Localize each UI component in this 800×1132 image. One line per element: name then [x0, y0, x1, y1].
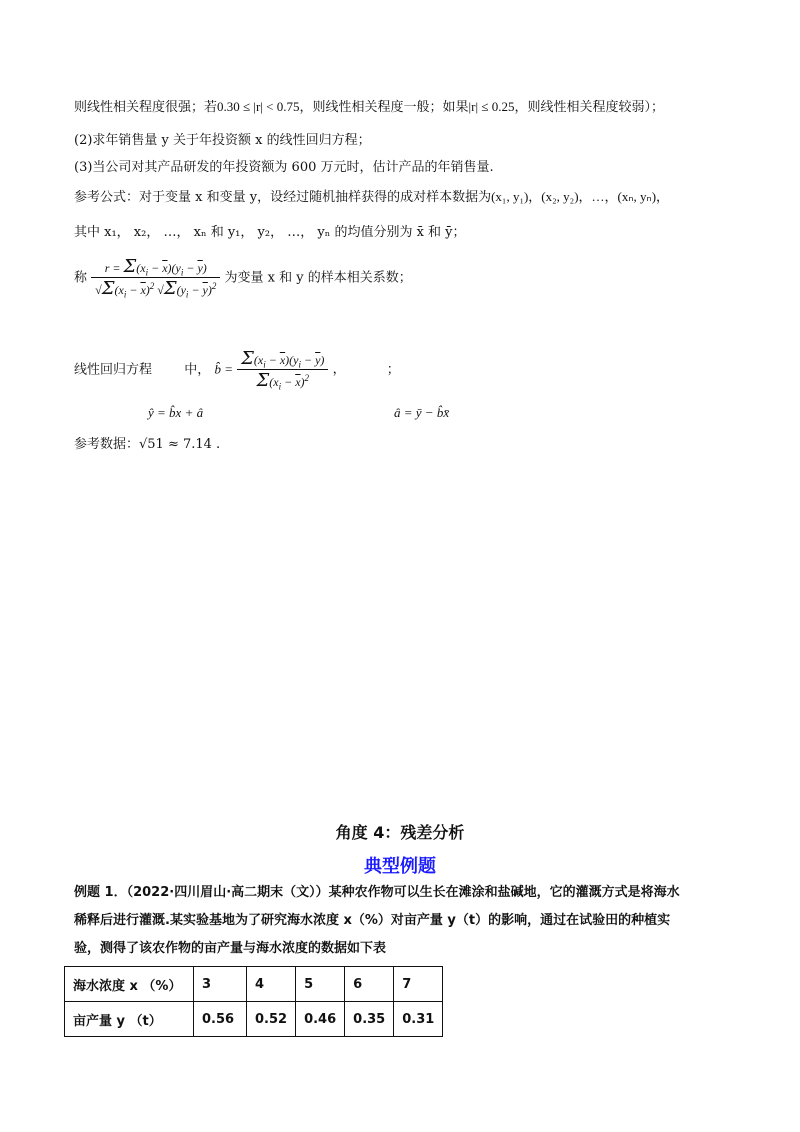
angle-title: 角度 4：残差分析	[335, 823, 465, 842]
text-fragment: ，则线性相关程度较弱）；	[514, 100, 664, 115]
table-cell: 6	[345, 967, 394, 1002]
table-cell: 4	[247, 967, 296, 1002]
reference-formula-line	[74, 188, 669, 207]
r-prefix: 称	[74, 270, 88, 286]
regression-prefix: 线性回归方程	[74, 362, 153, 378]
b-hat-formula: $\frac{\Sigma(x_i - \overline{x})(y_i - \overline{y})}{\Sigma(x_i - \overline{x})^2}$	[237, 348, 328, 392]
typical-examples-title: 典型例题	[364, 856, 436, 877]
inequality-2: |r| ≤ 0.25	[468, 99, 515, 114]
correlation-formula-line	[74, 256, 412, 300]
sample-pairs: (x₁, y₁)，(x₂, y₂)，…，(xₙ, yₙ)，	[491, 189, 670, 204]
text-fragment: 则线性相关程度很强；若	[74, 100, 218, 115]
correlation-formula: $\frac{r = \Sigma(x_i - \overline{x})(y_i - \overline{y})}{√\Sigma(x_i - \overline{x})^2 √\Sigma(y_i - \overline{y})^2}$	[91, 256, 220, 300]
table-row	[65, 967, 443, 1002]
table-cell: 0.52	[247, 1002, 296, 1037]
row-header-yield: 亩产量 y （t）	[65, 1002, 194, 1037]
regression-line: 线性回归方程 中， b̂ = $\frac{\Sigma(x_i - \overline{x})(y_i - \overline{y})}{\Sigma(x_i - \overline{x})^2}$ ， ；	[74, 348, 400, 392]
regression-equation: ŷ = b̂x + â	[148, 405, 204, 420]
row-header-concentration: 海水浓度 x （%）	[65, 967, 194, 1002]
example-line-2: 稀释后进行灌溉.某实验基地为了研究海水浓度 x（%）对亩产量 y（t）的影响，通过在试验田的种植实	[74, 913, 671, 928]
example-line-1: 例题 1．（2022·四川眉山·高二期末（文））某种农作物可以生长在滩涂和盐碱地，它的灌溉方式是将海水	[74, 885, 680, 900]
r-suffix: 为变量 x 和 y 的样本相关系数；	[224, 270, 412, 286]
regression-mid: 中，	[184, 362, 211, 378]
b-hat-label: b̂ =	[214, 361, 233, 377]
regression-end: ；	[386, 362, 400, 378]
reference-formula-text: 参考公式：对于变量 x 和变量 y，设经过随机抽样获得的成对样本数据为	[74, 190, 492, 205]
table-cell: 0.35	[345, 1002, 394, 1037]
data-table	[64, 966, 443, 1037]
a-hat-formula: â = ȳ − b̂x̄	[394, 405, 450, 420]
table-row	[65, 1002, 443, 1037]
table-cell: 5	[296, 967, 345, 1002]
reference-data: 参考数据：√51 ≈ 7.14 .	[74, 437, 221, 452]
question-2: (2)求年销售量 y 关于年投资额 x 的线性回归方程；	[74, 133, 371, 148]
text-line-correlation-levels	[74, 98, 664, 117]
table-cell: 0.31	[394, 1002, 443, 1037]
question-3: (3)当公司对其产品研发的年投资额为 600 万元时，估计产品的年销售量.	[74, 160, 494, 175]
table-cell: 3	[194, 967, 247, 1002]
text-fragment: ，则线性相关程度一般；如果	[299, 100, 469, 115]
example-line-3: 验，测得了该农作物的亩产量与海水浓度的数据如下表	[74, 941, 387, 956]
table-cell: 7	[394, 967, 443, 1002]
table-cell: 0.46	[296, 1002, 345, 1037]
table-cell: 0.56	[194, 1002, 247, 1037]
inequality-1: 0.30 ≤ |r| < 0.75	[217, 99, 300, 114]
means-line: 其中 x₁， x₂， …， xₙ 和 y₁， y₂， …， yₙ 的均值分别为 x̄ 和 ȳ；	[74, 225, 466, 240]
